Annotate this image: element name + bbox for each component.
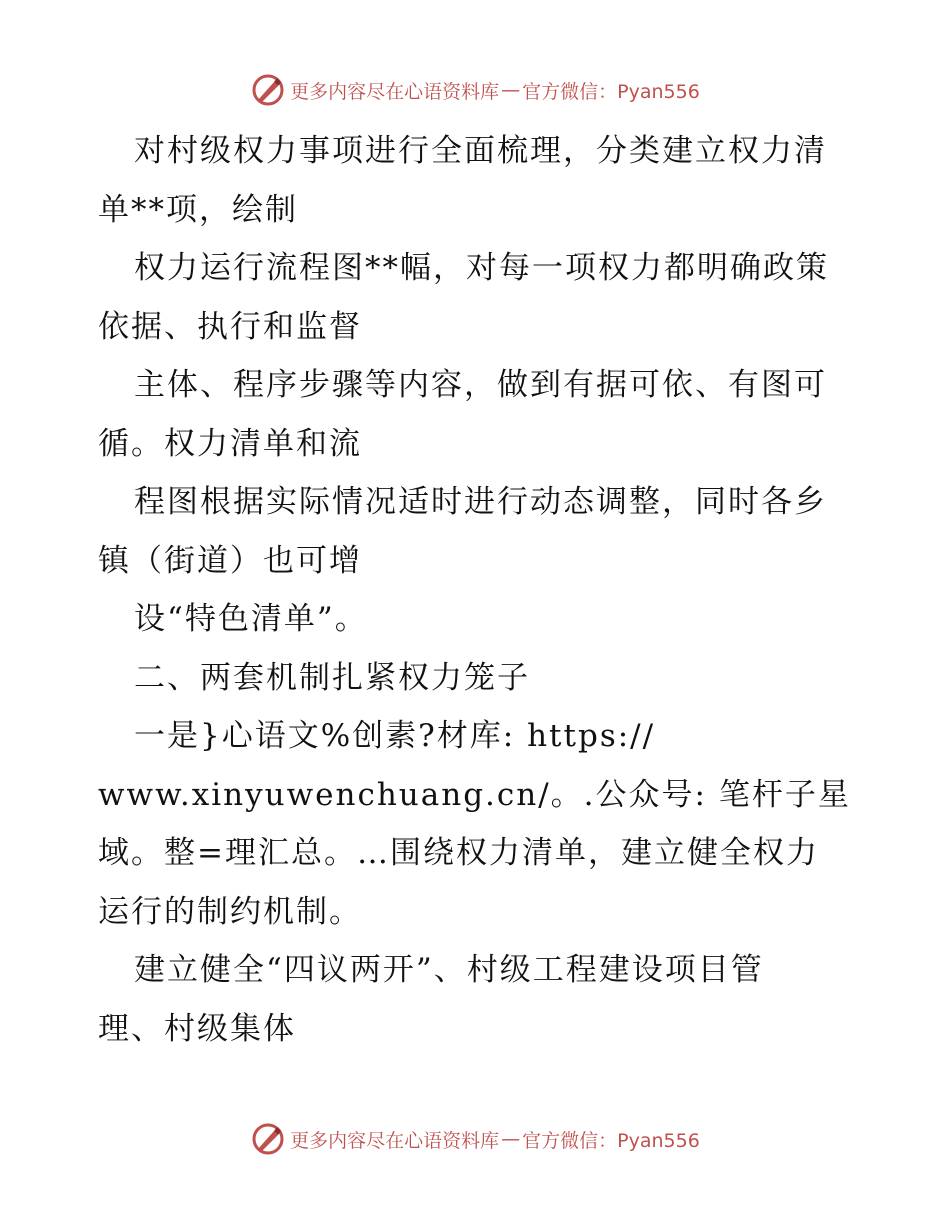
pen-logo-icon (250, 72, 286, 108)
text-line: 对村级权力事项进行全面梳理，分类建立权力清 (134, 133, 827, 169)
text-line: 程图根据实际情况适时进行动态调整，同时各乡 (134, 484, 827, 520)
text-line: 单**项，绘制 (98, 191, 298, 228)
text-line: 域。整=理汇总。…围绕权力清单，建立健全权力 (98, 835, 819, 871)
text-line: 主体、程序步骤等内容，做到有据可依、有图可 (134, 367, 827, 403)
footer-banner (0, 1119, 950, 1159)
text-line: 理、村级集体 (98, 1010, 296, 1047)
text-line: 镇（街道）也可增 (98, 542, 362, 579)
banner-text: 更多内容尽在心语资料库 (290, 1129, 500, 1152)
banner-separator: — (501, 1128, 521, 1150)
document-body (98, 122, 858, 1058)
banner-wechat: 官方微信：Pyan556 (522, 80, 700, 103)
header-banner (0, 70, 950, 110)
banner-separator: — (501, 79, 521, 101)
pen-logo-icon (250, 1121, 286, 1157)
text-line: 依据、执行和监督 (98, 308, 362, 345)
text-line: 权力运行流程图**幅，对每一项权力都明确政策 (134, 250, 829, 286)
text-line: 运行的制约机制。 (98, 893, 362, 930)
text-line: 循。权力清单和流 (98, 425, 362, 462)
text-line: 设“特色清单”。 (134, 601, 368, 637)
banner-text: 更多内容尽在心语资料库 (290, 80, 500, 103)
text-line: 一是}心语文%创素?材库: https:// (134, 718, 656, 754)
text-line: www.xinyuwenchuang.cn/。.公众号: 笔杆子星 (98, 776, 851, 813)
text-line: 建立健全“四议两开”、村级工程建设项目管 (134, 952, 764, 988)
section-heading: 二、两套机制扎紧权力笼子 (134, 659, 530, 696)
banner-wechat: 官方微信：Pyan556 (522, 1129, 700, 1152)
